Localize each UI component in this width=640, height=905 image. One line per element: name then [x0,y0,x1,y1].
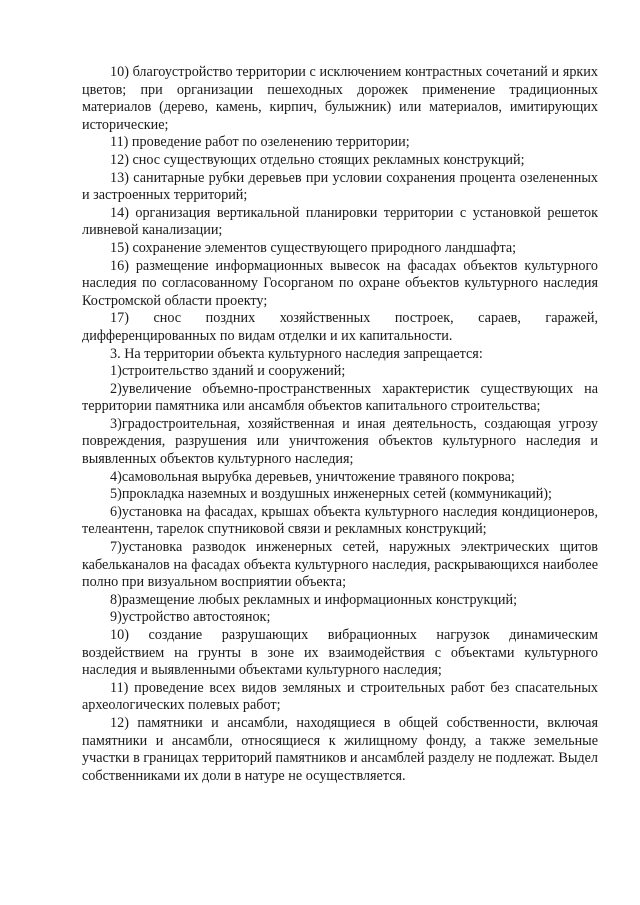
paragraph: 12) снос существующих отдельно стоящих рекламных конструкций; [110,151,525,168]
paragraph: 11) проведение всех видов земляных и строительных работ без спасательных археологических полевых работ; [82,679,598,714]
paragraph: 6)установка на фасадах, крышах объекта культурного наследия кондиционеров, телеантенн, тарелок спутниковой связи и рекламных конструкций; [82,503,598,538]
paragraph: 2)увеличение объемно-пространственных характеристик существующих на территории памятника или ансамбля объектов капитального строительства; [82,380,598,415]
paragraph: 9)устройство автостоянок; [110,609,271,626]
paragraph: 13) санитарные рубки деревьев при условии сохранения процента озелененных и застроенных территорий; [82,169,598,204]
paragraph: 15) сохранение элементов существующего природного ландшафта; [110,239,517,256]
paragraph: 7)установка разводок инженерных сетей, наружных электрических щитов кабельканалов на фасадах объекта культурного наследия, раскрывающихся наиболее полно при визуальном восприятии объекта; [82,539,598,591]
paragraph: 17) снос поздних хозяйственных построек, сараев, гаражей, дифференцированных по видам отделки и их капитальности. [82,310,598,344]
paragraph: 16) размещение информационных вывесок на фасадах объектов культурного наследия по согласованному Госорганом по охране объектов культурного наследия Костромской области проекту; [82,257,598,309]
paragraph: 11) проведение работ по озеленению территории; [110,134,410,151]
paragraph: 5)прокладка наземных и воздушных инженерных сетей (коммуникаций); [110,486,552,503]
paragraph: 8)размещение любых рекламных и информационных конструкций; [110,591,518,608]
paragraph: 1)строительство зданий и сооружений; [110,363,346,380]
paragraph: 12) памятники и ансамбли, находящиеся в общей собственности, включая памятники и ансамбли, относящиеся к жилищному фонду, а также земельные участки в границах территорий памятников и ансамблей разделу не подлежат. Выдел собственниками их доли в натуре не осуществляется. [82,714,598,784]
paragraph: 4)самовольная вырубка деревьев, уничтожение травяного покрова; [110,468,515,485]
paragraph: 10) благоустройство территории с исключением контрастных сочетаний и ярких цветов; при организации пешеходных дорожек применение традиционных материалов (дерево, камень, кирпич, булыжник) или материалов, имитирующих исторические; [82,64,598,133]
paragraph: 3)градостроительная, хозяйственная и иная деятельность, создающая угрозу повреждения, разрушения или уничтожения объектов культурного наследия и выявленных объектов культурного наследия; [82,415,598,468]
document-page [82,64,598,785]
section-heading: 3. На территории объекта культурного наследия запрещается: [110,345,483,362]
paragraph: 10) создание разрушающих вибрационных нагрузок динамическим воздействием на грунты в зоне их взаимодействия с объектами культурного наследия и выявленными объектами культурного наследия; [82,627,598,679]
paragraph: 14) организация вертикальной планировки территории с установкой решеток ливневой канализации; [82,204,598,239]
